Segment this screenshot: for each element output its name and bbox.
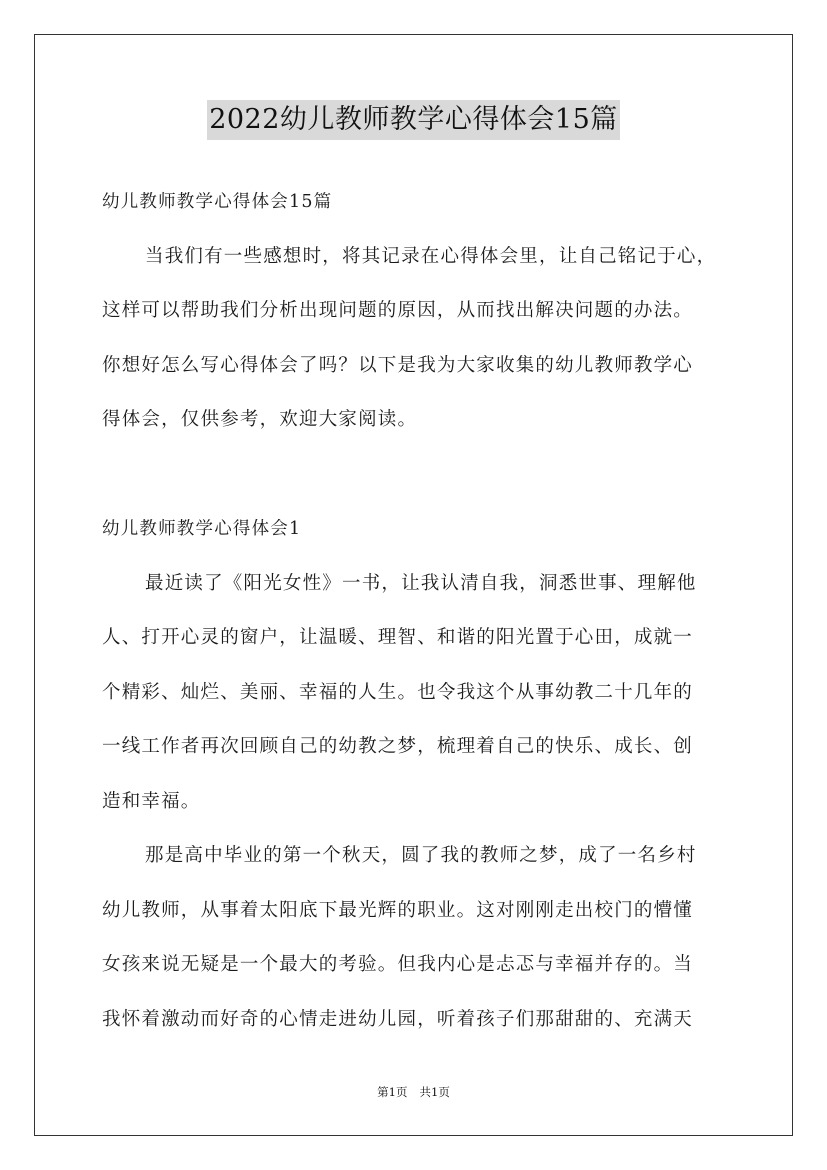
- paragraph-line: 女孩来说无疑是一个最大的考验。但我内心是忐忑与幸福并存的。当: [102, 954, 694, 975]
- page-number: 第1页: [377, 1085, 408, 1099]
- paragraph-line: 造和幸福。: [102, 790, 201, 812]
- title-container: [0, 100, 827, 140]
- document-title: 2022幼儿教师教学心得体会15篇: [207, 100, 620, 140]
- intro-line: 当我们有一些感想时，将其记录在心得体会里，让自己铭记于心，: [145, 245, 717, 267]
- document-subtitle: 幼儿教师教学心得体会15篇: [102, 192, 333, 212]
- blank-line: [102, 448, 730, 503]
- paragraph-line: 人、打开心灵的窗户，让温暖、理智、和谐的阳光置于心田，成就一: [102, 627, 694, 648]
- intro-line: 这样可以帮助我们分析出现问题的原因，从而找出解决问题的办法。: [102, 300, 694, 321]
- paragraph-line: 我怀着激动而好奇的心情走进幼儿园，听着孩子们那甜甜的、充满天: [102, 1008, 694, 1030]
- section-heading: 幼儿教师教学心得体会1: [102, 519, 302, 539]
- page-total: 共1页: [419, 1085, 450, 1099]
- intro-line: 得体会，仅供参考，欢迎大家阅读。: [102, 409, 418, 430]
- paragraph-line: 那是高中毕业的第一个秋天，圆了我的教师之梦，成了一名乡村: [145, 845, 697, 866]
- document-body: [102, 175, 730, 1047]
- intro-line: 你想好怎么写心得体会了吗？以下是我为大家收集的幼儿教师教学心: [102, 354, 694, 376]
- paragraph-line: 最近读了《阳光女性》一书，让我认清自我，洞悉世事、理解他: [145, 572, 697, 594]
- paragraph-line: 幼儿教师，从事着太阳底下最光辉的职业。这对刚刚走出校门的懵懂: [102, 899, 694, 921]
- paragraph-line: 个精彩、灿烂、美丽、幸福的人生。也令我这个从事幼教二十几年的: [102, 681, 694, 703]
- page-footer: [0, 1084, 827, 1100]
- paragraph-line: 一线工作者再次回顾自己的幼教之梦，梳理着自己的快乐、成长、创: [102, 736, 694, 757]
